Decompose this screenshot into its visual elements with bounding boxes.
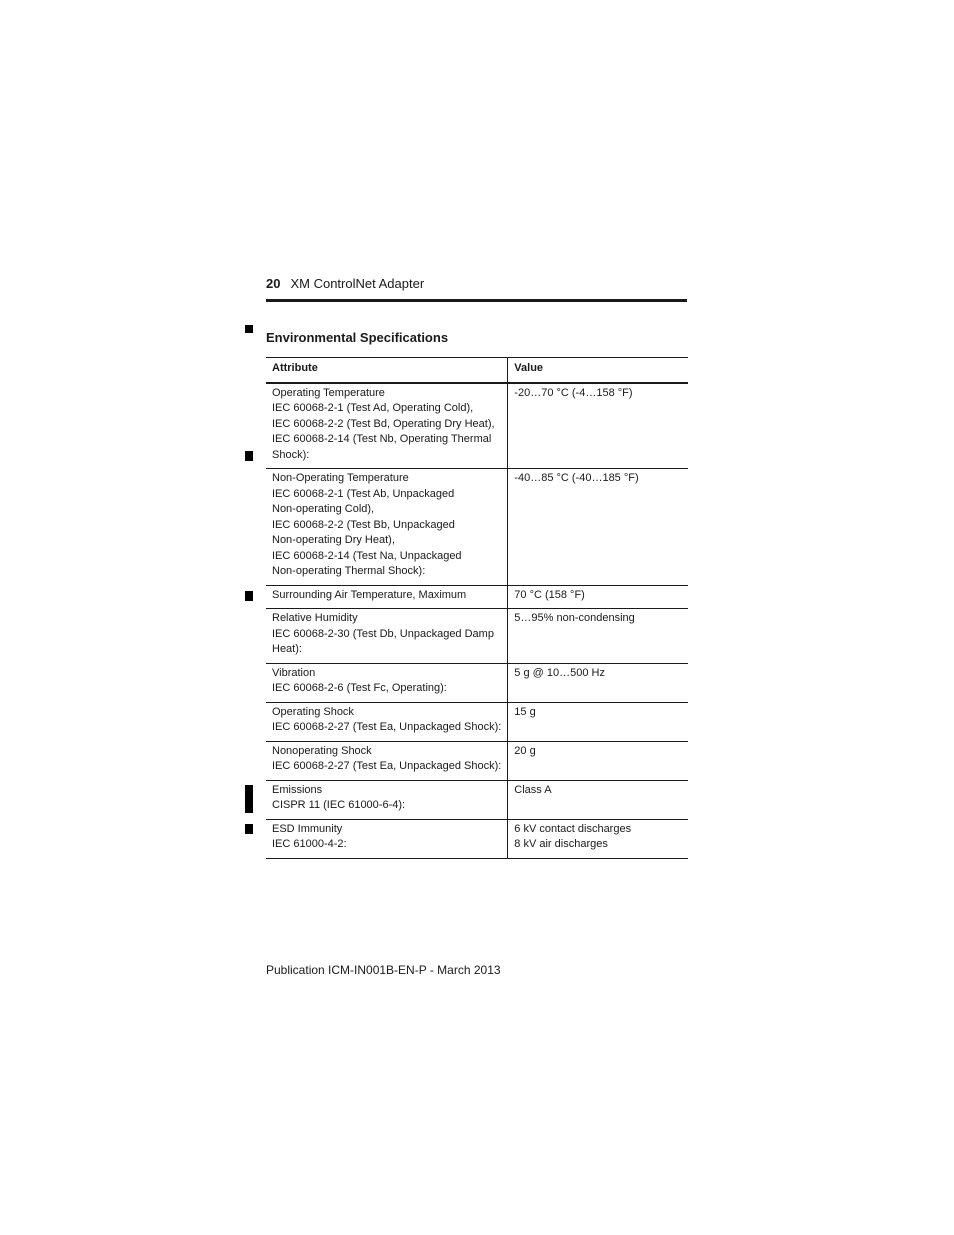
change-bar [245,591,253,601]
attribute-line: CISPR 11 (IEC 61000-6-4): [272,799,406,811]
attribute-line: Nonoperating Shock [272,744,372,757]
attribute-line: ESD Immunity [272,822,343,835]
attribute-line: IEC 60068-2-27 (Test Ea, Unpackaged Shock): [272,760,502,772]
attribute-line: Non-Operating Temperature [272,472,409,484]
attribute-line: IEC 60068-2-27 (Test Ea, Unpackaged Shock): [272,721,502,733]
value-cell [508,819,688,858]
environmental-spec-table [266,357,688,859]
column-header-attribute: Attribute [266,358,508,383]
attribute-line: IEC 60068-2-2 (Test Bd, Operating Dry Heat), [272,417,495,430]
publication-footer: Publication ICM-IN001B-EN-P - March 2013 [266,963,501,977]
attribute-cell [266,609,508,664]
attribute-line: Operating Temperature [272,386,385,399]
table-row [266,702,688,741]
attribute-line: IEC 60068-2-1 (Test Ab, Unpackaged [272,487,455,500]
change-bar [245,451,253,461]
value-line: 5…95% non-condensing [514,612,635,624]
attribute-line: IEC 60068-2-14 (Test Na, Unpackaged [272,549,462,562]
attribute-line: IEC 60068-2-6 (Test Fc, Operating): [272,682,447,694]
table-body [266,383,688,859]
document-title: XM ControlNet Adapter [290,276,425,291]
value-line: 8 kV air discharges [514,838,608,850]
running-header [266,276,687,302]
attribute-cell [266,741,508,780]
section-title: Environmental Specifications [266,330,449,345]
attribute-cell [266,819,508,858]
attribute-line: Shock): [272,448,310,461]
attribute-line: IEC 60068-2-30 (Test Db, Unpackaged Damp [272,627,494,640]
value-line: 70 °C (158 °F) [514,588,585,601]
attribute-line: Non-operating Dry Heat), [272,534,395,546]
attribute-line: Non-operating Thermal Shock): [272,565,426,577]
value-line: 15 g [514,705,536,718]
value-cell [508,469,688,586]
attribute-line: Non-operating Cold), [272,503,375,515]
value-line: 20 g [514,744,536,757]
attribute-cell [266,663,508,702]
value-cell [508,663,688,702]
attribute-line: IEC 61000-4-2: [272,838,347,850]
attribute-cell [266,469,508,586]
column-header-value: Value [508,358,688,383]
value-line: -20…70 °C (-4…158 °F) [514,386,633,399]
attribute-line: Relative Humidity [272,612,358,624]
change-bar [245,785,253,813]
attribute-line: Emissions [272,783,323,796]
value-cell [508,585,688,609]
table-row [266,819,688,858]
value-line: 6 kV contact discharges [514,822,632,835]
change-bar [245,824,253,834]
attribute-line: Vibration [272,666,316,679]
attribute-cell [266,780,508,819]
attribute-line: IEC 60068-2-2 (Test Bb, Unpackaged [272,518,455,531]
attribute-cell [266,702,508,741]
value-cell [508,741,688,780]
value-cell [508,780,688,819]
table-row [266,585,688,609]
page-number: 20 [266,276,281,291]
attribute-cell [266,585,508,609]
attribute-line: Surrounding Air Temperature, Maximum [272,588,467,601]
attribute-line: IEC 60068-2-1 (Test Ad, Operating Cold), [272,402,474,414]
value-cell [508,702,688,741]
value-line: -40…85 °C (-40…185 °F) [514,472,639,484]
attribute-cell [266,383,508,469]
table-row [266,469,688,586]
value-cell [508,383,688,469]
table-row [266,609,688,664]
attribute-line: Operating Shock [272,705,354,718]
value-line: Class A [514,783,552,796]
attribute-line: IEC 60068-2-14 (Test Nb, Operating Thermal [272,433,492,445]
attribute-line: Heat): [272,643,302,655]
value-cell [508,609,688,664]
value-line: 5 g @ 10…500 Hz [514,666,605,679]
table-header-row [266,358,688,383]
table-row [266,780,688,819]
table-row [266,383,688,469]
table-row [266,663,688,702]
change-bar [245,325,253,333]
table-row [266,741,688,780]
